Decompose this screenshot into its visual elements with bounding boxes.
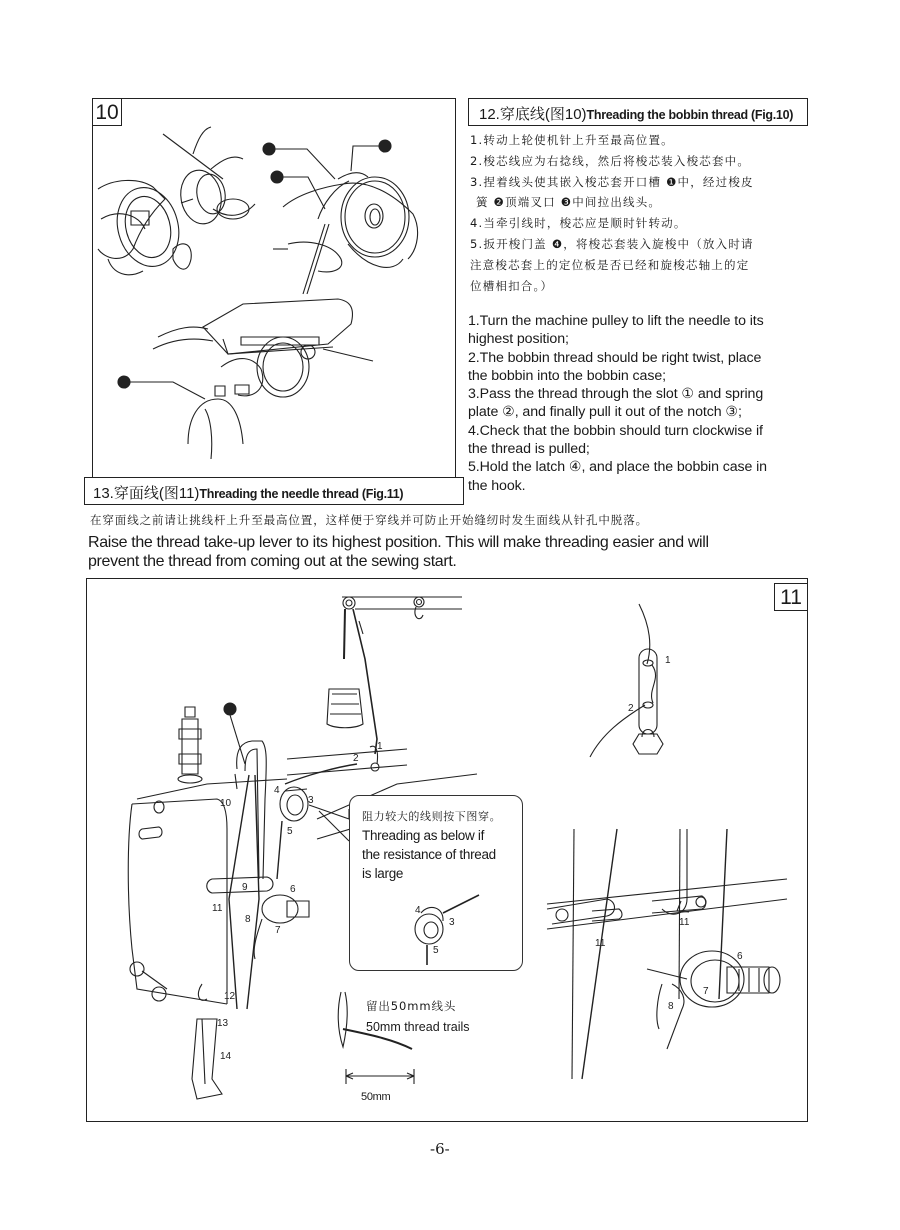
- cn-step-5: 5.扳开梭门盖 ❹，将梭芯套装入旋梭中（放入时请: [470, 236, 754, 251]
- en-step-3-cont: plate ②, and finally pull it out of the notch ③;: [468, 404, 742, 421]
- callout-3: 3: [274, 172, 280, 183]
- thread-stand-drawing: [285, 597, 462, 784]
- callout-2: 2: [266, 144, 272, 155]
- cn-step-4: 4.当牵引线时，梭芯应是顺时针转动。: [470, 216, 687, 231]
- thread-label-3: 3: [308, 795, 314, 806]
- thread-label-5: 5: [287, 826, 293, 837]
- cn-step-5-cont: 注意梭芯套上的定位板是否已经和旋梭芯轴上的定: [470, 257, 750, 272]
- detail-label-9: 11: [679, 917, 690, 928]
- section-13-intro-en-2: prevent the thread from coming out at the sewing start.: [88, 553, 457, 570]
- thread-label-8: 8: [245, 914, 251, 925]
- cn-step-1: 1.转动上轮使机针上升至最高位置。: [470, 133, 674, 147]
- en-step-5-cont: the hook.: [468, 477, 526, 494]
- hook-drawing: [118, 299, 373, 459]
- thread-label-13: 13: [217, 1018, 229, 1029]
- cn-step-3-cont: 簧 ❷顶端叉口 ❸中间拉出线头。: [476, 195, 662, 210]
- resistance-note-en-2: the resistance of thread: [362, 847, 496, 862]
- section-13-heading: [84, 477, 464, 505]
- figure-11-frame: [86, 578, 808, 1122]
- inset-label-3: 3: [449, 917, 455, 928]
- figure-10-frame: [92, 98, 456, 478]
- section-13-intro-en-1: Raise the thread take-up lever to its highest position. This will make threading easier and will: [88, 534, 709, 551]
- detail-label-6: 6: [737, 951, 743, 962]
- cn-step-5-cont2: 位槽相扣合。）: [470, 278, 554, 293]
- thread-label-1: 1: [377, 741, 383, 752]
- en-step-3: 3.Pass the thread through the slot ① and spring: [468, 386, 764, 403]
- en-step-2-cont: the bobbin into the bobbin case;: [468, 367, 666, 384]
- thread-trail-dimension: 50mm: [361, 1091, 391, 1103]
- en-step-1-cont: highest position;: [468, 331, 569, 348]
- thread-trail-en: 50mm thread trails: [366, 1020, 470, 1034]
- inset-label-5: 5: [433, 945, 439, 956]
- bobbin-case-drawing: [263, 140, 418, 294]
- page-number: -6-: [430, 1140, 450, 1158]
- resistance-note-callout: [349, 795, 523, 971]
- figure-11-number: 11: [774, 583, 808, 611]
- en-step-5: 5.Hold the latch ④, and place the bobbin case in: [468, 459, 767, 476]
- thread-trail-cn: 留出50mm线头: [366, 999, 457, 1013]
- callout-4: 4: [121, 377, 127, 388]
- figure-10-number: 10: [92, 98, 122, 126]
- section-12-heading-en: Threading the bobbin thread (Fig.10): [586, 108, 794, 122]
- bobbin-insert-drawing: [98, 127, 255, 275]
- tension-detail-drawing: [547, 829, 787, 1079]
- en-step-4: 4.Check that the bobbin should turn clockwise if: [468, 422, 763, 439]
- thread-label-12: 12: [224, 991, 236, 1002]
- cn-step-3: 3.捏着线头使其嵌入梭芯套开口槽 ❶中，经过梭皮: [470, 174, 754, 189]
- alt-tension-drawing: [349, 795, 523, 971]
- detail-label-8: 8: [668, 1001, 674, 1012]
- section-12-cn-steps: [470, 130, 754, 296]
- section-13-heading-en: Threading the needle thread (Fig.11): [199, 487, 404, 501]
- inset-label-4: 4: [415, 905, 421, 916]
- resistance-note-en-1: Threading as below if: [362, 828, 485, 843]
- guide-label-1: 1: [665, 655, 671, 666]
- thread-guide-drawing: [590, 604, 663, 757]
- detail-label-7: 7: [703, 986, 709, 997]
- en-step-2: 2.The bobbin thread should be right twist, place: [468, 349, 762, 366]
- resistance-note-cn: 阻力较大的线则按下图穿。: [362, 810, 502, 823]
- thread-label-7: 7: [275, 925, 281, 936]
- thread-label-4: 4: [274, 785, 280, 796]
- section-12-heading: [468, 98, 808, 126]
- guide-label-2: 2: [628, 703, 634, 714]
- thread-label-10: 10: [220, 798, 232, 809]
- section-12-en-steps: [468, 312, 767, 495]
- en-step-1: 1.Turn the machine pulley to lift the needle to its: [468, 313, 764, 329]
- resistance-note-en-3: is large: [362, 866, 404, 881]
- section-13-heading-num: 13.穿面线(图11): [93, 485, 200, 502]
- figure-10-illustration: [93, 99, 455, 477]
- detail-label-11: 11: [595, 938, 606, 949]
- section-13-intro-cn: 在穿面线之前请让挑线杆上升至最高位置，这样便于穿线并可防止开始缝纫时发生面线从针孔中脱落。: [90, 513, 648, 527]
- thread-label-14: 14: [220, 1051, 232, 1062]
- thread-label-2: 2: [353, 753, 359, 764]
- fig11-callout-badge: 1: [227, 704, 233, 715]
- en-step-4-cont: the thread is pulled;: [468, 441, 590, 458]
- thread-label-11: 11: [212, 903, 223, 914]
- thread-label-9: 9: [242, 882, 248, 893]
- callout-1: 1: [382, 141, 388, 152]
- thread-label-6: 6: [290, 884, 296, 895]
- cn-step-2: 2.梭芯线应为右捻线，然后将梭芯装入梭芯套中。: [470, 153, 751, 168]
- section-12-heading-num: 12.穿底线(图10): [479, 106, 587, 123]
